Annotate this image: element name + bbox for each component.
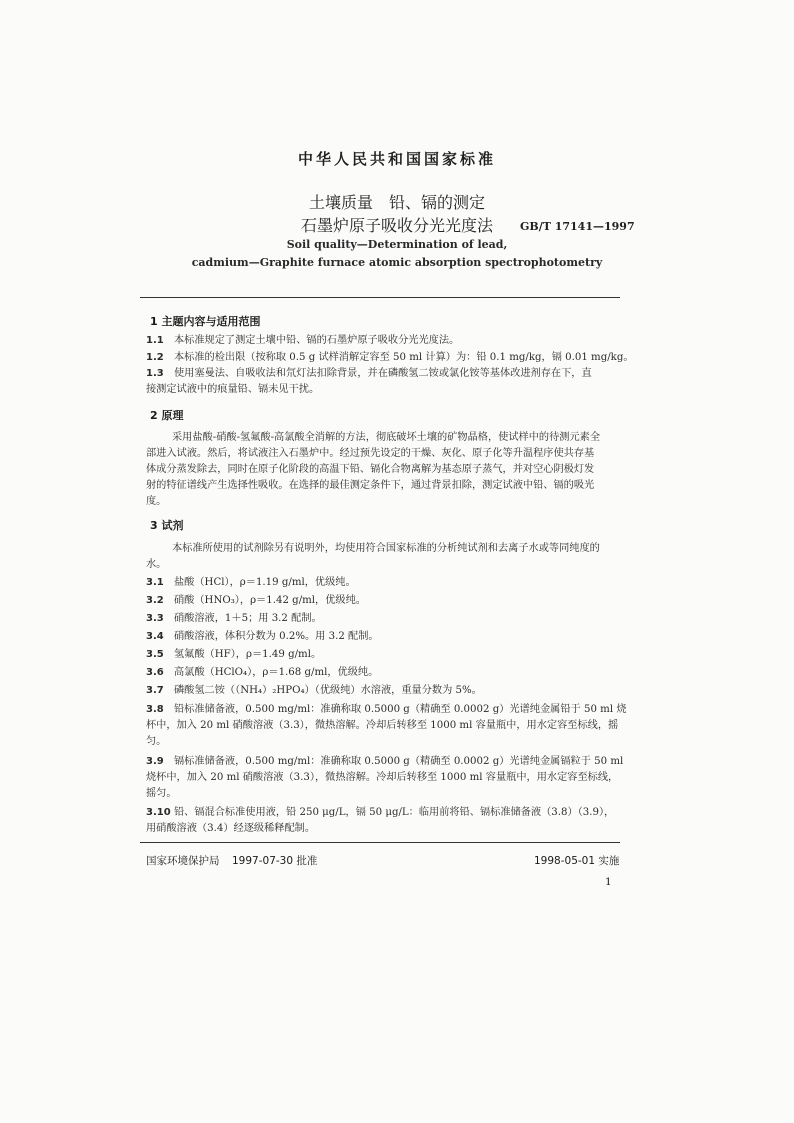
item-1-3: 1.3 使用塞曼法、自吸收法和氘灯法扣除背景，并在磷酸氢二铵或氯化铵等基体改进剂存在下，直 [146,368,592,379]
item-3-4: 3.4 硝酸溶液，体积分数为 0.2%。用 3.2 配制。 [146,631,379,642]
item-3-10-line2: 用硝酸溶液（3.4）经逐级稀释配制。 [146,823,316,834]
principle-line-2: 部进入试液。然后，将试液注入石墨炉中。经过预先设定的干燥、灰化、原子化等升温程序使共存基 [146,448,595,459]
principle-line-4: 射的特征谱线产生选择性吸收。在选择的最佳测定条件下，通过背景扣除，测定试液中铅、镉的吸光 [146,480,595,491]
item-3-8: 3.8 铅标准储备液，0.500 mg/ml：准确称取 0.5000 g（精确至 0.0002 g）光谱纯金属铅于 50 ml 烧 [146,704,627,715]
item-3-5: 3.5 氢氟酸（HF），ρ＝1.49 g/ml。 [146,649,322,660]
item-3-6: 3.6 高氯酸（HClO₄），ρ＝1.68 g/ml，优级纯。 [146,667,379,678]
item-3-10: 3.10 铅、镉混合标准使用液，铅 250 μg/L，镉 50 μg/L：临用前将铅、镉标准储备液（3.8）（3.9）， [146,807,615,818]
national-standard-heading: 中华人民共和国国家标准 [297,150,496,168]
item-3-9: 3.9 镉标准储备液，0.500 mg/ml：准确称取 0.5000 g（精确至 0.0002 g）光谱纯金属镉粒于 50 ml [146,756,624,767]
item-1-2: 1.2 本标准的检出限（按称取 0.5 g 试样消解定容至 50 ml 计算）为：铅 0.1 mg/kg，镉 0.01 mg/kg。 [146,352,634,363]
item-3-9-line3: 摇匀。 [146,788,177,799]
item-1-3-cont: 接测定试液中的痕量铅、镉未见干扰。 [146,384,320,395]
item-3-3: 3.3 硝酸溶液，1＋5；用 3.2 配制。 [146,613,322,624]
page-number: 1 [605,876,612,888]
implementation-date: 1998-05-01 实施 [534,855,620,867]
section-1-heading: 1 主题内容与适用范围 [150,315,261,328]
title-cn-line2: 石墨炉原子吸收分光光度法 [300,216,493,235]
footer-rule [140,842,620,843]
section-3-heading: 3 试剂 [150,519,184,532]
principle-line-1: 采用盐酸-硝酸-氢氟酸-高氯酸全消解的方法，彻底破坏土壤的矿物晶格，使试样中的待测元素全 [172,432,601,443]
title-en-line1: Soil quality—Determination of lead, [286,238,508,251]
principle-line-5: 度。 [146,496,167,507]
item-3-2: 3.2 硝酸（HNO₃），ρ＝1.42 g/ml，优级纯。 [146,595,366,606]
item-1-1: 1.1 本标准规定了测定土壤中铅、镉的石墨炉原子吸收分光光度法。 [146,335,460,346]
principle-line-3: 体成分蒸发除去，同时在原子化阶段的高温下铅、镉化合物离解为基态原子蒸气，并对空心阴极灯发 [146,464,595,475]
section-2-heading: 2 原理 [150,409,184,422]
item-3-9-line2: 烧杯中，加入 20 ml 硝酸溶液（3.3），微热溶解。冷却后转移至 1000 ml 容量瓶中，用水定容至标线， [146,772,619,783]
item-3-8-line3: 匀。 [146,736,167,747]
issuer: 国家环境保护局 [146,855,220,867]
item-3-1: 3.1 盐酸（HCl），ρ＝1.19 g/ml，优级纯。 [146,577,356,588]
title-en-line2: cadmium—Graphite furnace atomic absorption spectrophotometry [191,256,603,269]
reagent-intro-line2: 水。 [146,559,167,570]
header-rule [140,297,620,298]
approval-date: 1997-07-30 批准 [232,855,318,867]
title-cn-line1: 土壤质量 铅、镉的测定 [308,193,485,212]
item-3-8-line2: 杯中，加入 20 ml 硝酸溶液（3.3），微热溶解。冷却后转移至 1000 ml 容量瓶中，用水定容至标线，摇 [146,720,619,731]
standard-code: GB/T 17141—1997 [520,220,635,233]
item-3-7: 3.7 磷酸氢二铵（（NH₄）₂HPO₄）（优级纯）水溶液，重量分数为 5%。 [146,685,482,696]
reagent-intro-line1: 本标准所使用的试剂除另有说明外，均使用符合国家标准的分析纯试剂和去离子水或等同纯度的 [172,543,600,554]
